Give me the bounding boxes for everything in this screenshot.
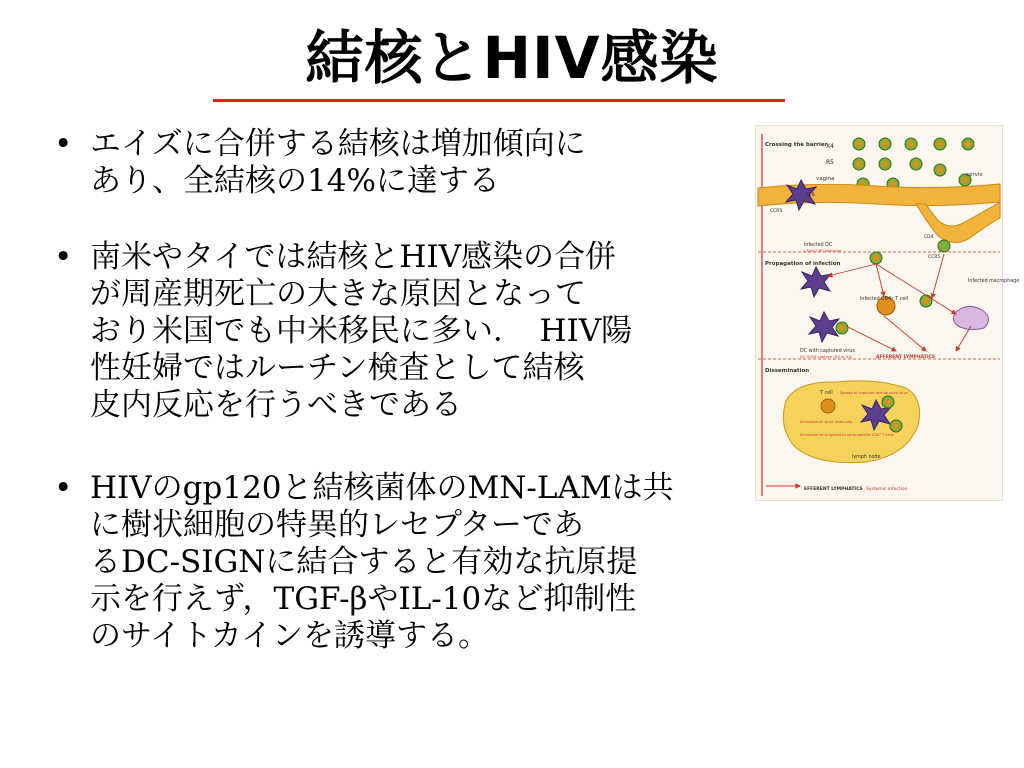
stage-label: Propagation of infection xyxy=(765,261,841,267)
receptor-label: CLR xyxy=(806,193,815,198)
cell-label: Infected macrophage xyxy=(968,279,1020,284)
bullet-item xyxy=(50,470,722,655)
bullet-line: 性妊婦ではルーチン検査として結核 xyxy=(90,350,585,386)
bullet-item xyxy=(50,126,722,200)
bullet-line: のサイトカインを誘導する。 xyxy=(90,618,489,654)
cell-label: DC with captured virus xyxy=(800,349,855,354)
lymph-label: T cell xyxy=(820,391,833,396)
diagram-canvas xyxy=(756,126,1020,500)
lymph-note: Spread of captured and de novo virus xyxy=(840,391,908,395)
dc-with-captured-virus xyxy=(809,312,839,342)
title-underline xyxy=(213,99,785,102)
virus-label: X4 xyxy=(826,143,834,150)
receptor-label: CCR5 xyxy=(928,255,941,260)
virus-particles xyxy=(853,138,974,190)
bullet-line: エイズに合併する結核は増加傾向に xyxy=(90,126,586,162)
infected-cell xyxy=(938,240,950,252)
bullet-line: 皮内反応を行うべきである xyxy=(90,387,462,423)
bullet-line: 示を行えず，TGF-βやIL-10など抑制性 xyxy=(90,581,637,617)
stage-label: Dissemination xyxy=(765,368,810,374)
receptor-label: CD4 xyxy=(924,235,934,240)
bullet-line: おり米国でも中米移民に多い． HIV陽 xyxy=(90,313,633,349)
lymph-note: Enhanced virus spread to virus-specific CD4⁺ T cells xyxy=(800,433,894,437)
lymph-label: EFFERENT LYMPHATICS xyxy=(804,487,863,492)
bullet-item xyxy=(50,239,722,424)
bullet-line: あり、全結核の14%に達する xyxy=(90,163,500,199)
infection-arrows xyxy=(828,254,971,351)
virus-particle xyxy=(890,420,902,432)
lymph-label: Systemic infection xyxy=(866,487,908,492)
virus-label: R5 xyxy=(826,159,834,166)
lymph-label: lymph node xyxy=(852,455,881,460)
stage-label: Crossing the barrier xyxy=(765,142,828,148)
virus-particle xyxy=(870,252,882,264)
lymph-note: Activation of 'prior' immunity xyxy=(800,420,853,424)
cell-label: CD4/CCR5 infection xyxy=(804,248,842,253)
bullet-line: に樹状細胞の特異的レセプターであ xyxy=(90,507,584,543)
tissue-label: cervix xyxy=(966,172,983,178)
receptor-label: CCR5 xyxy=(770,209,783,214)
bullet-line: HIVのgp120と結核菌体のMN-LAMは共 xyxy=(90,470,674,506)
bullet-dot: • xyxy=(54,126,73,162)
tissue-label: vagina xyxy=(816,176,835,182)
cell-label: Infected CD4⁺ T cell xyxy=(860,297,908,302)
lymph-label: AFFERENT LYMPHATICS xyxy=(876,355,936,360)
t-cell xyxy=(821,399,835,413)
infected-dc xyxy=(801,267,831,297)
virus-particle xyxy=(920,295,932,307)
virus-particle xyxy=(882,396,894,408)
hiv-infection-diagram xyxy=(755,125,1020,501)
cell-label: DC-SIGN capture (R5 or X4) xyxy=(800,354,853,359)
bullet-line: 南米やタイでは結核とHIV感染の合併 xyxy=(90,239,617,275)
virus-particle xyxy=(836,322,848,334)
slide-title: 結核とHIV感染 xyxy=(305,24,719,92)
cell-label: Infected DC xyxy=(804,243,833,248)
bullet-line: るDC-SIGNに結合すると有効な抗原提 xyxy=(90,544,638,580)
bullet-dot: • xyxy=(54,239,73,275)
bullet-dot: • xyxy=(54,470,73,506)
bullet-list xyxy=(50,126,722,655)
bullet-line: が周産期死亡の大きな原因となって xyxy=(90,276,586,312)
